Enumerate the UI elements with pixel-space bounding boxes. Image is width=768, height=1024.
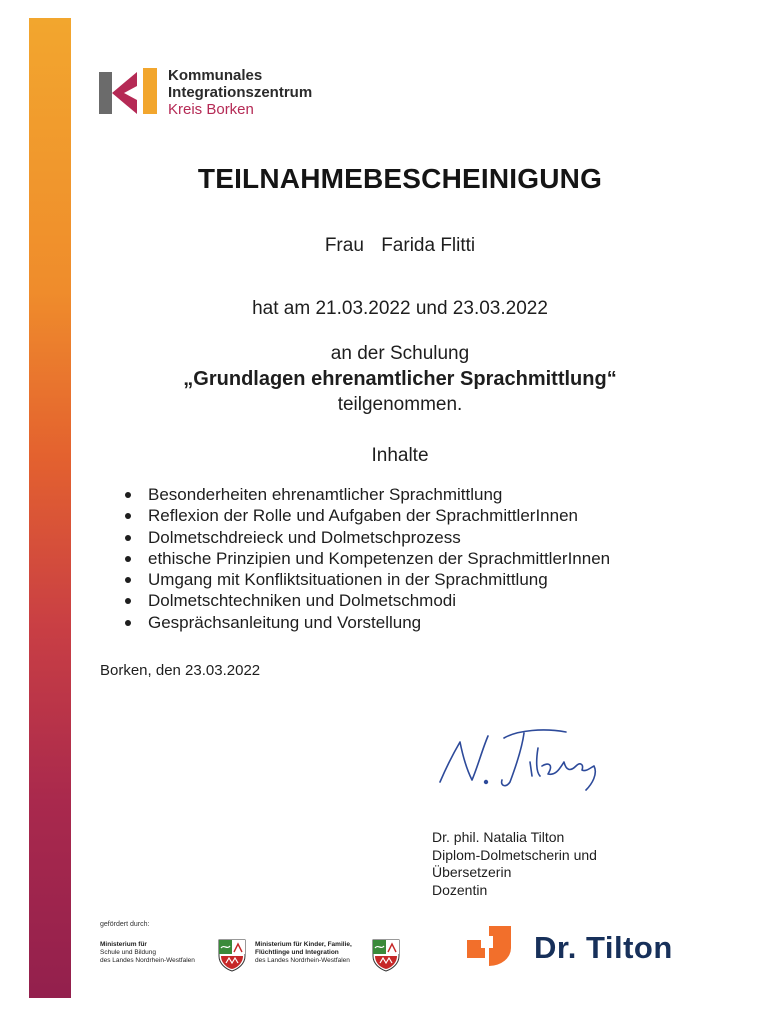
decorative-gradient-stripe bbox=[29, 18, 71, 998]
funding-label: gefördert durch: bbox=[100, 921, 150, 928]
list-item: ethische Prinzipien und Kompetenzen der SprachmittlerInnen bbox=[122, 548, 610, 569]
ministry-line: Ministerium für bbox=[100, 941, 147, 948]
list-item: Umgang mit Konfliktsituationen in der Sprachmittlung bbox=[122, 569, 610, 590]
signer-name: Dr. phil. Natalia Tilton bbox=[432, 829, 565, 845]
organization-line-2: Integrationszentrum bbox=[168, 84, 313, 101]
certificate-title: TEILNAHMEBESCHEINIGUNG bbox=[197, 163, 603, 194]
ministry-line: Ministerium für Kinder, Familie, bbox=[255, 941, 352, 948]
organization-line-3: Kreis Borken bbox=[168, 101, 254, 118]
list-item: Gesprächsanleitung und Vorstellung bbox=[122, 612, 610, 633]
place-and-date: Borken, den 23.03.2022 bbox=[100, 662, 261, 679]
ministry-line: des Landes Nordrhein-Westfalen bbox=[100, 957, 195, 964]
ministry-family-integration bbox=[255, 941, 352, 965]
ministry-line: Flüchtlinge und Integration bbox=[255, 949, 339, 956]
organization-name bbox=[168, 67, 312, 118]
dr-tilton-logo-icon bbox=[467, 926, 511, 966]
signer-title: Diplom-Dolmetscherin und bbox=[432, 846, 597, 863]
nrw-crest-icon bbox=[217, 938, 247, 972]
nrw-crest-icon bbox=[371, 938, 401, 972]
contents-list bbox=[122, 484, 610, 633]
course-outro: teilgenommen. bbox=[337, 394, 463, 415]
course-intro: an der Schulung bbox=[330, 343, 470, 364]
recipient-salutation: Frau bbox=[324, 235, 364, 256]
ministry-line: Schule und Bildung bbox=[100, 949, 157, 956]
list-item: Besonderheiten ehrenamtlicher Sprachmittlung bbox=[122, 484, 610, 505]
ministry-line: des Landes Nordrhein-Westfalen bbox=[255, 957, 350, 964]
course-name: „Grundlagen ehrenamtlicher Sprachmittlung“ bbox=[183, 368, 617, 390]
ki-logo-icon bbox=[99, 68, 159, 118]
recipient-line bbox=[90, 235, 710, 257]
signer-block bbox=[432, 829, 597, 899]
signer-role: Dozentin bbox=[432, 881, 488, 898]
recipient-name: Farida Flitti bbox=[381, 235, 476, 256]
contents-heading: Inhalte bbox=[371, 445, 429, 466]
list-item: Dolmetschdreieck und Dolmetschprozess bbox=[122, 527, 610, 548]
organization-line-1: Kommunales bbox=[168, 67, 263, 84]
handwritten-signature bbox=[426, 722, 626, 802]
list-item: Dolmetschtechniken und Dolmetschmodi bbox=[122, 590, 610, 611]
attendance-dates: hat am 21.03.2022 und 23.03.2022 bbox=[252, 298, 548, 319]
ministry-school-education bbox=[100, 941, 195, 965]
list-item: Reflexion der Rolle und Aufgaben der SprachmittlerInnen bbox=[122, 505, 610, 526]
signer-title-cont: Übersetzerin bbox=[432, 864, 512, 880]
dr-tilton-brand-name: Dr. Tilton bbox=[534, 930, 673, 965]
